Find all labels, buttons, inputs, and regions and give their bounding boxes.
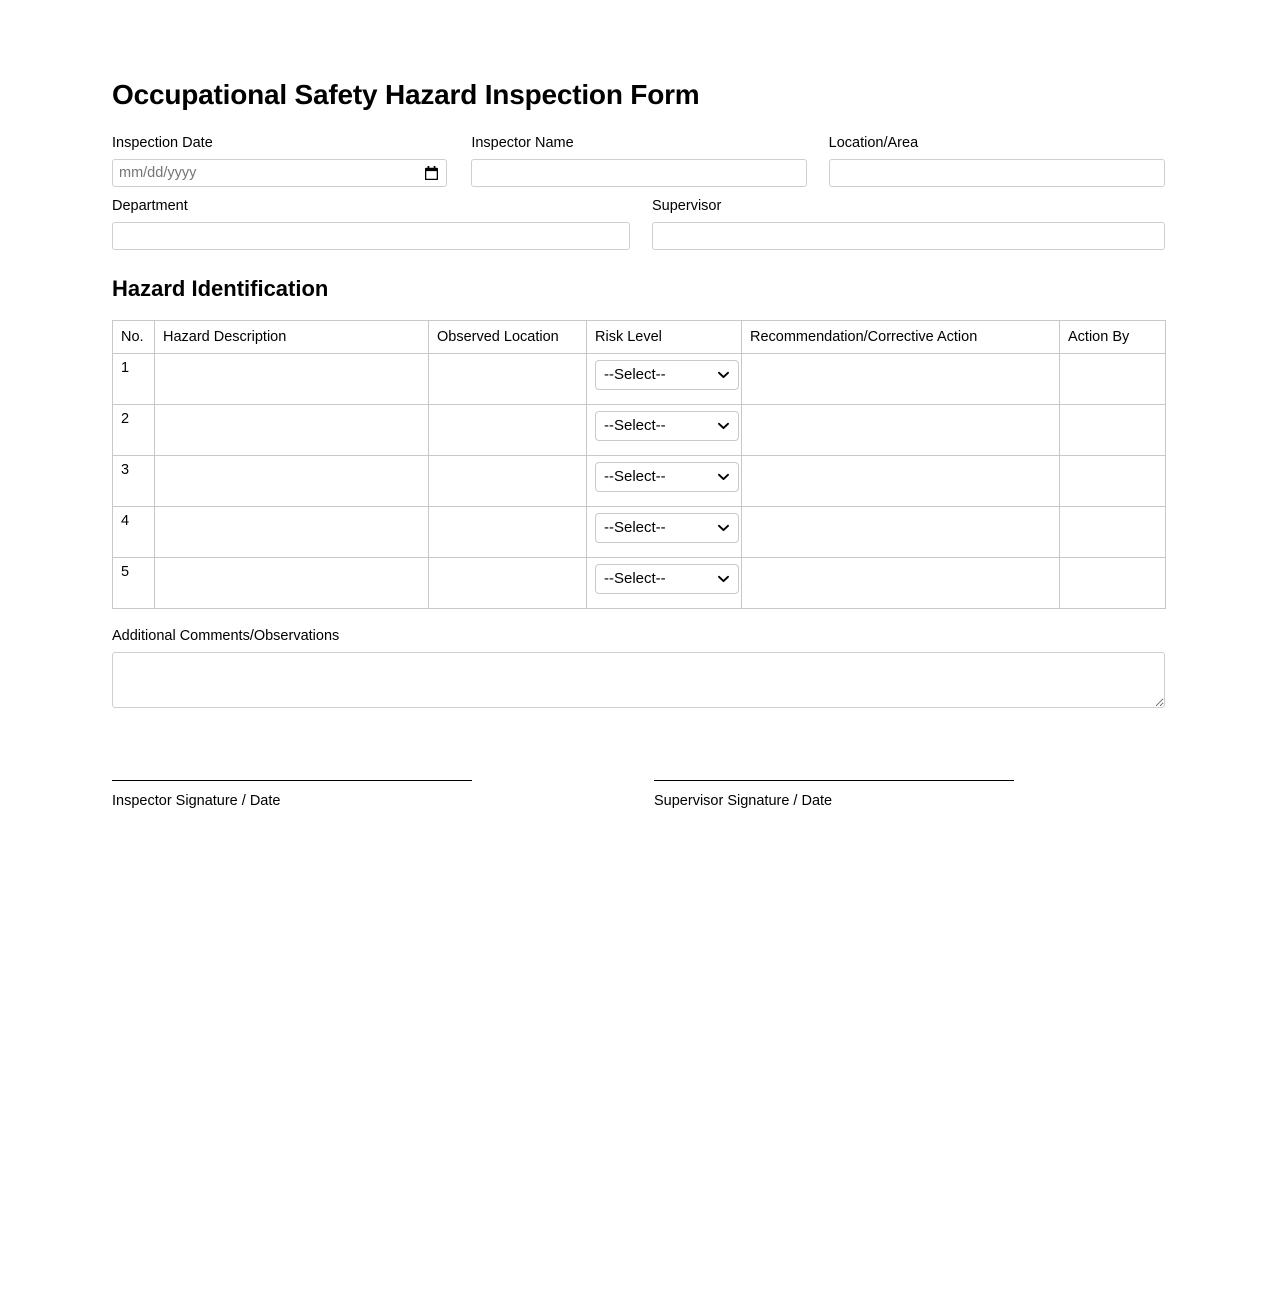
cell-risk-level bbox=[587, 455, 742, 506]
cell-action-by[interactable] bbox=[1060, 404, 1166, 455]
cell-recommendation[interactable] bbox=[742, 455, 1060, 506]
cell-row-number: 3 bbox=[113, 455, 155, 506]
table-row bbox=[113, 557, 1166, 608]
cell-row-number: 5 bbox=[113, 557, 155, 608]
cell-recommendation[interactable] bbox=[742, 506, 1060, 557]
inspector-signature-block bbox=[112, 780, 472, 810]
inspection-date-label: Inspection Date bbox=[112, 134, 213, 151]
cell-recommendation[interactable] bbox=[742, 404, 1060, 455]
cell-row-number: 4 bbox=[113, 506, 155, 557]
field-row-primary bbox=[112, 134, 1165, 187]
risk-level-select[interactable] bbox=[595, 513, 739, 543]
inspection-date-input-wrap bbox=[112, 159, 447, 187]
risk-level-select-wrap bbox=[595, 462, 739, 492]
location-area-input[interactable] bbox=[829, 159, 1165, 187]
cell-observed-location[interactable] bbox=[429, 404, 587, 455]
inspector-name-input[interactable] bbox=[471, 159, 806, 187]
cell-observed-location[interactable] bbox=[429, 506, 587, 557]
cell-risk-level bbox=[587, 557, 742, 608]
cell-recommendation[interactable] bbox=[742, 353, 1060, 404]
cell-row-number: 1 bbox=[113, 353, 155, 404]
column-header-no: No. bbox=[113, 320, 155, 353]
cell-hazard-description[interactable] bbox=[155, 506, 429, 557]
cell-recommendation[interactable] bbox=[742, 557, 1060, 608]
risk-level-select-wrap bbox=[595, 513, 739, 543]
additional-comments-label: Additional Comments/Observations bbox=[112, 627, 340, 644]
section-title-hazard-identification: Hazard Identification bbox=[112, 275, 329, 301]
field-department bbox=[112, 197, 630, 250]
table-body bbox=[113, 353, 1166, 608]
cell-hazard-description[interactable] bbox=[155, 557, 429, 608]
department-input[interactable] bbox=[112, 222, 630, 250]
field-inspector-name bbox=[471, 134, 806, 187]
supervisor-signature-line bbox=[654, 780, 1014, 781]
supervisor-label: Supervisor bbox=[652, 197, 722, 214]
table-row bbox=[113, 404, 1166, 455]
cell-hazard-description[interactable] bbox=[155, 455, 429, 506]
cell-risk-level bbox=[587, 353, 742, 404]
supervisor-signature-block bbox=[654, 780, 1014, 810]
column-header-observed-location: Observed Location bbox=[429, 320, 587, 353]
signature-row bbox=[112, 780, 1165, 810]
cell-observed-location[interactable] bbox=[429, 557, 587, 608]
field-row-secondary bbox=[112, 197, 1165, 250]
risk-level-select[interactable] bbox=[595, 564, 739, 594]
cell-observed-location[interactable] bbox=[429, 353, 587, 404]
risk-level-select[interactable] bbox=[595, 462, 739, 492]
cell-row-number: 2 bbox=[113, 404, 155, 455]
column-header-risk-level: Risk Level bbox=[587, 320, 742, 353]
table-header-row bbox=[113, 320, 1166, 353]
form-page bbox=[112, 78, 1165, 810]
cell-action-by[interactable] bbox=[1060, 557, 1166, 608]
supervisor-input[interactable] bbox=[652, 222, 1165, 250]
inspector-signature-caption: Inspector Signature / Date bbox=[112, 792, 281, 809]
cell-observed-location[interactable] bbox=[429, 455, 587, 506]
cell-action-by[interactable] bbox=[1060, 353, 1166, 404]
column-header-recommendation: Recommendation/Corrective Action bbox=[742, 320, 1060, 353]
cell-hazard-description[interactable] bbox=[155, 404, 429, 455]
hazard-identification-table bbox=[112, 320, 1166, 609]
risk-level-select-wrap bbox=[595, 360, 739, 390]
column-header-action-by: Action By bbox=[1060, 320, 1166, 353]
cell-action-by[interactable] bbox=[1060, 455, 1166, 506]
risk-level-select-wrap bbox=[595, 564, 739, 594]
page-title: Occupational Safety Hazard Inspection Form bbox=[112, 79, 700, 110]
risk-level-select[interactable] bbox=[595, 360, 739, 390]
table-row bbox=[113, 353, 1166, 404]
additional-comments-block bbox=[112, 627, 1165, 708]
field-location-area bbox=[829, 134, 1165, 187]
inspector-name-label: Inspector Name bbox=[471, 134, 574, 151]
column-header-hazard-description: Hazard Description bbox=[155, 320, 429, 353]
risk-level-select[interactable] bbox=[595, 411, 739, 441]
cell-risk-level bbox=[587, 404, 742, 455]
field-inspection-date bbox=[112, 134, 447, 187]
inspector-signature-line bbox=[112, 780, 472, 781]
cell-action-by[interactable] bbox=[1060, 506, 1166, 557]
inspection-date-input[interactable] bbox=[112, 159, 447, 187]
field-supervisor bbox=[652, 197, 1165, 250]
risk-level-select-wrap bbox=[595, 411, 739, 441]
table-row bbox=[113, 506, 1166, 557]
supervisor-signature-caption: Supervisor Signature / Date bbox=[654, 792, 833, 809]
location-area-label: Location/Area bbox=[828, 134, 919, 151]
table-row bbox=[113, 455, 1166, 506]
department-label: Department bbox=[112, 197, 188, 214]
additional-comments-textarea[interactable] bbox=[112, 652, 1165, 708]
cell-risk-level bbox=[587, 506, 742, 557]
cell-hazard-description[interactable] bbox=[155, 353, 429, 404]
